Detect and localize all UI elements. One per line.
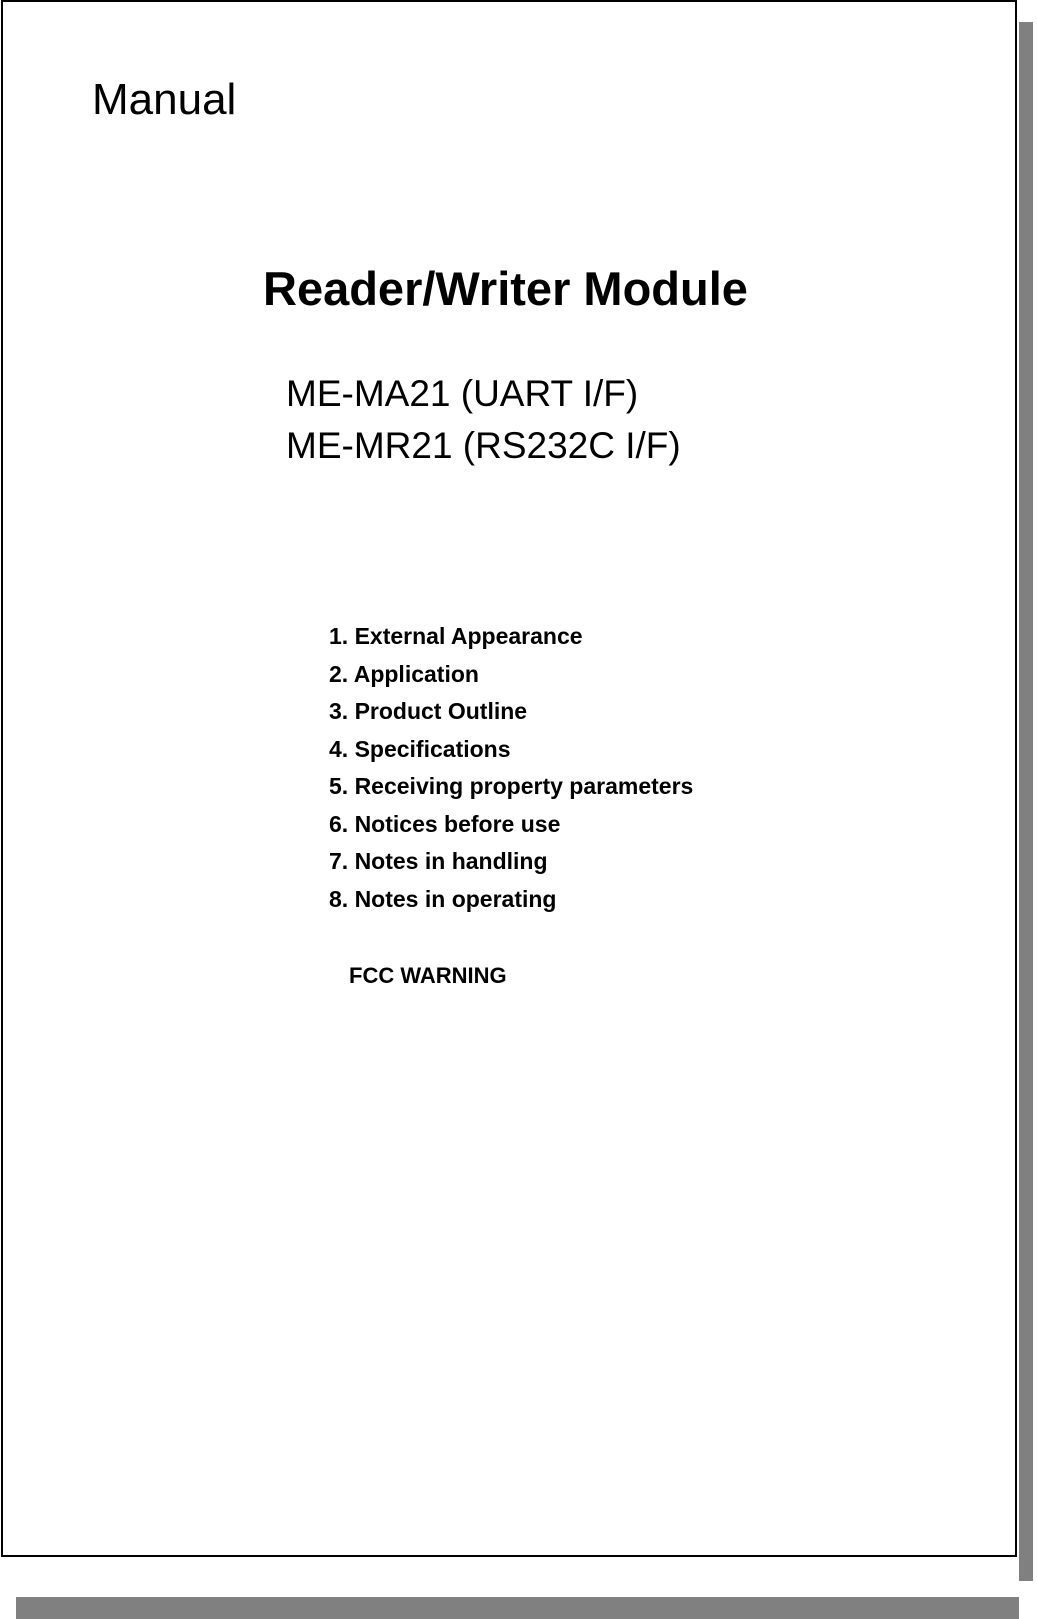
toc-item-notes-in-operating: 8. Notes in operating: [329, 885, 557, 912]
toc-item-application: 2. Application: [329, 660, 479, 687]
toc-item-notices-before-use: 6. Notices before use: [329, 810, 561, 837]
table-of-contents: [329, 623, 693, 923]
page-shadow-bottom: [16, 1597, 1019, 1619]
toc-item-receiving-property-parameters: 5. Receiving property parameters: [329, 773, 694, 799]
page-shadow-right: [1019, 22, 1033, 1581]
document-title: Reader/Writer Module: [263, 262, 748, 315]
model-uart: ME-MA21 (UART I/F): [286, 373, 639, 414]
model-rs232c: ME-MR21 (RS232C I/F): [286, 425, 681, 466]
toc-item-notes-in-handling: 7. Notes in handling: [329, 848, 548, 874]
toc-item-external-appearance: 1. External Appearance: [329, 623, 583, 649]
document-page: [1, 0, 1017, 1557]
toc-item-product-outline: 3. Product Outline: [329, 698, 528, 724]
toc-item-specifications: 4. Specifications: [329, 735, 511, 762]
manual-label: Manual: [92, 75, 237, 124]
fcc-warning-heading: FCC WARNING: [349, 963, 507, 988]
